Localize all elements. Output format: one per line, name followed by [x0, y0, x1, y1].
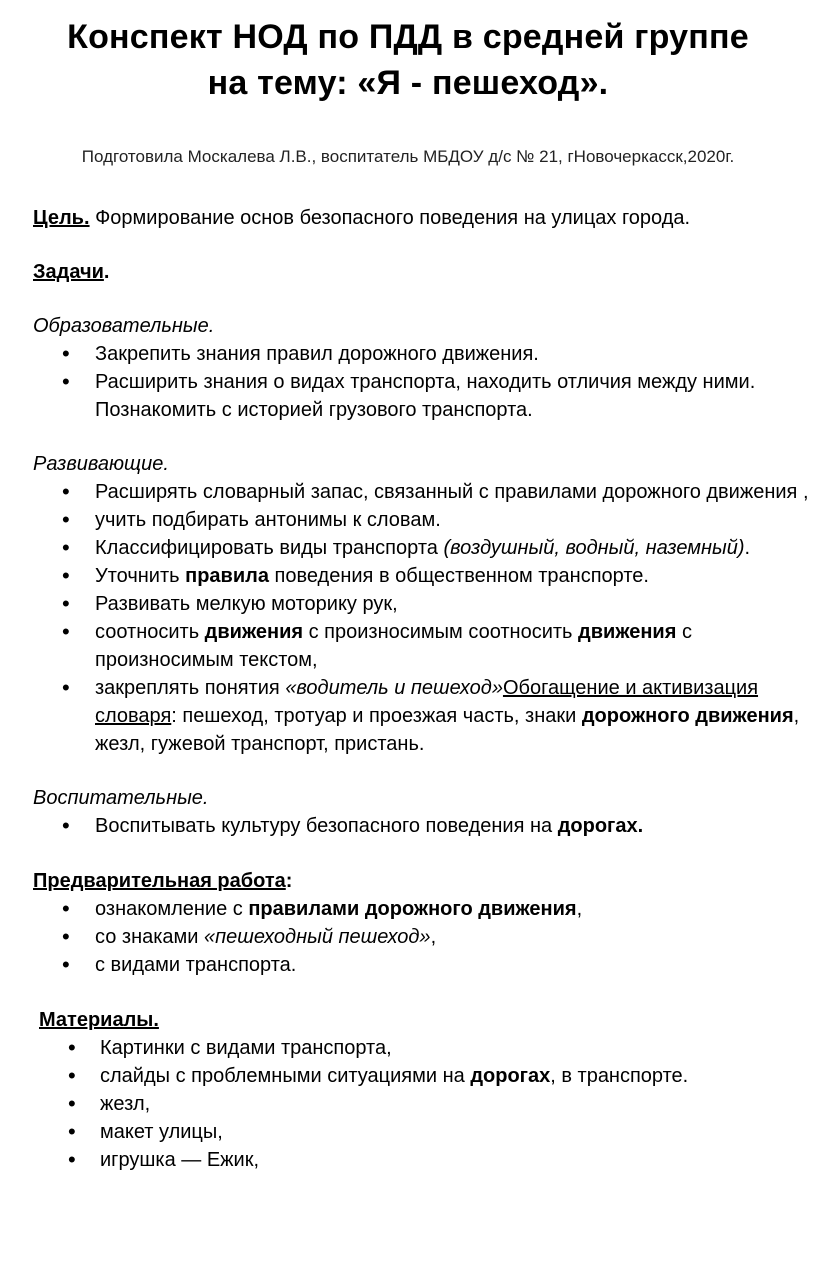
tasks-heading	[33, 258, 813, 286]
developing-heading: Развивающие.	[33, 453, 169, 475]
item-text: , в транспорте.	[550, 1065, 689, 1087]
list-item	[33, 534, 813, 562]
list-item: • Расширять словарный запас, связанный с правилами дорожного движения ,	[33, 478, 813, 506]
item-text: : пешеход, тротуар и проезжая часть, знаки	[171, 705, 582, 727]
item-text: ознакомление с	[95, 898, 249, 920]
preliminary-colon: :	[285, 870, 293, 892]
list-item: • игрушка — Ежик,	[33, 1146, 813, 1174]
item-bold: дорогах.	[557, 815, 644, 837]
list-item	[33, 1062, 813, 1090]
item-text: ,	[576, 898, 583, 920]
item-text: Воспитывать культуру безопасного поведения на	[95, 815, 558, 837]
item-underlined: Обогащение и активизация словаря	[95, 677, 759, 727]
list-item: • Закрепить знания правил дорожного движения.	[33, 340, 813, 368]
preliminary-list	[33, 895, 813, 979]
item-italic: «пешеходный пешеход»	[204, 926, 431, 948]
item-text: ,	[430, 926, 437, 948]
item-italic: «водитель и пешеход»	[285, 677, 503, 699]
item-text: с произносимым текстом,	[95, 621, 692, 671]
goal-text: Формирование основ безопасного поведения на улицах города.	[89, 207, 691, 229]
item-bold: правилами дорожного движения	[248, 898, 577, 920]
preliminary-label: Предварительная работа	[33, 870, 286, 892]
item-bold: движения	[204, 621, 304, 643]
item-italic: (воздушный, водный, наземный)	[443, 537, 745, 559]
item-bold: правила	[185, 565, 269, 587]
goal-paragraph	[33, 204, 813, 232]
list-item	[33, 618, 813, 674]
item-bold: дорогах	[470, 1065, 551, 1087]
item-text: со знаками	[95, 926, 205, 948]
goal-label: Цель.	[33, 207, 90, 229]
upbringing-heading: Воспитательные.	[33, 787, 209, 809]
list-item: • Развивать мелкую моторику рук,	[33, 590, 813, 618]
item-text: .	[744, 537, 751, 559]
list-item: • с видами транспорта.	[33, 951, 813, 979]
list-item	[33, 812, 813, 840]
item-text: , жезл, гужевой транспорт, пристань.	[95, 705, 800, 755]
item-bold: движения	[578, 621, 677, 643]
list-item	[33, 674, 813, 758]
item-text: поведения в общественном транспорте.	[268, 565, 649, 587]
tasks-dot: .	[103, 261, 110, 283]
list-item	[33, 923, 813, 951]
title-line-1: Конспект НОД по ПДД в средней группе	[67, 18, 749, 56]
educational-list	[33, 340, 813, 424]
item-text: Классифицировать виды транспорта	[95, 537, 444, 559]
item-text: соотносить	[95, 621, 205, 643]
item-text: с произносимым соотносить	[303, 621, 579, 643]
list-item: • Картинки с видами транспорта,	[33, 1034, 813, 1062]
item-text: слайды с проблемными ситуациями на	[100, 1065, 471, 1087]
author-line: Подготовила Москалева Л.В., воспитатель МБДОУ д/с № 21, гНовочеркасск,2020г.	[81, 147, 735, 166]
title-line-2: на тему: «Я - пешеход».	[207, 64, 609, 102]
educational-heading: Образовательные.	[33, 315, 215, 337]
list-item: • учить подбирать антонимы к словам.	[33, 506, 813, 534]
list-item	[33, 895, 813, 923]
item-text: закреплять понятия	[95, 677, 286, 699]
document-body	[33, 204, 813, 1174]
preliminary-heading	[33, 867, 813, 895]
materials-label: Материалы.	[39, 1009, 159, 1031]
list-item: • жезл,	[33, 1090, 813, 1118]
tasks-label: Задачи	[33, 261, 104, 283]
document-title	[0, 0, 816, 106]
list-item: • Расширить знания о видах транспорта, находить отличия между ними. Познакомить с историей грузового транспорта.	[33, 368, 813, 424]
list-item	[33, 562, 813, 590]
materials-heading	[33, 1006, 813, 1034]
upbringing-list	[33, 812, 813, 840]
item-bold: дорожного движения	[581, 705, 794, 727]
item-text: Уточнить	[95, 565, 186, 587]
materials-list	[33, 1034, 813, 1174]
developing-list	[33, 478, 813, 758]
list-item: • макет улицы,	[33, 1118, 813, 1146]
